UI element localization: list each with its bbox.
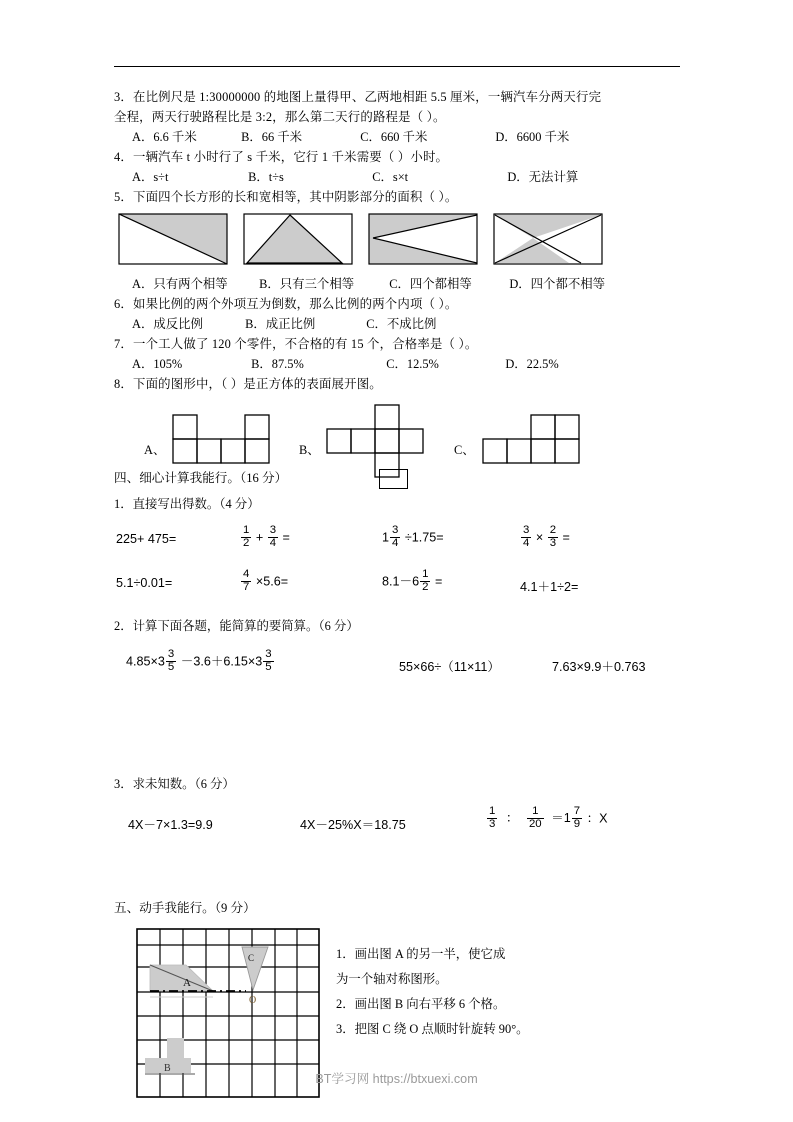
figure-c-label: C [248, 953, 255, 963]
fraction-three-fifths: $\frac{3}{5}$ [167, 647, 175, 674]
fraction-three-quarters-3: $\frac{3}{4}$ [523, 523, 530, 550]
calc-row-2 [114, 566, 704, 606]
calc-3-2: 55×66÷（11×11） [399, 660, 500, 674]
q3-option-d[interactable]: D．6600 千米 [495, 130, 570, 144]
cube-net-c [482, 414, 586, 474]
question-6-options [114, 315, 704, 335]
question-5-figures [114, 213, 704, 273]
fraction-one-half-2: $\frac{1}{2}$ [422, 567, 429, 594]
calc-4-1: 4X－7×1.3=9.9 [128, 818, 213, 832]
figure-rect-c [368, 213, 478, 265]
calc-row-3 [114, 644, 704, 688]
q7-option-c[interactable]: C．12.5% [386, 357, 439, 371]
figure-rect-b [243, 213, 353, 265]
net-label-a: A、 [144, 443, 166, 457]
fraction-two-thirds: $\frac{2}{3}$ [549, 523, 557, 550]
calc-row-1 [114, 522, 704, 562]
calc-2-1: 5.1÷0.01= [116, 576, 173, 590]
question-6-line1: 6．如果比例的两个外项互为倒数，那么比例的两个内项（ ）。 [114, 296, 458, 311]
calc-3-1 [126, 649, 275, 675]
q3-option-c[interactable]: C．660 千米 [360, 130, 428, 144]
expr-lead-1: 4.85×3 [126, 654, 165, 669]
section-5-tasks [336, 942, 666, 1042]
q5-option-a[interactable]: A．只有两个相等 [132, 277, 228, 291]
fraction-one-twentieth: $\frac{1}{20}$ [528, 804, 542, 831]
page-content [114, 88, 704, 1106]
question-8 [114, 375, 704, 395]
section-4-sub-2: 2．计算下面各题，能简算的要简算。（6 分） [114, 619, 359, 633]
calc-4-2: 4X－25%X＝18.75 [300, 818, 406, 832]
question-4-options [114, 168, 704, 188]
section-5-title: 五、动手我能行。（9 分） [114, 901, 256, 915]
section-4-sub-1: 1．直接写出得数。（4 分） [114, 497, 260, 511]
calc-2-4: 4.1＋1÷2= [520, 580, 579, 594]
fraction-one-half: $\frac{1}{2}$ [243, 523, 250, 550]
cube-net-a [172, 414, 276, 474]
q4-option-c[interactable]: C．s×t [372, 170, 409, 184]
question-6 [114, 295, 704, 315]
question-4-line1: 4．一辆汽车 t 小时行了 s 千米，它行 1 千米需要（ ）小时。 [114, 149, 449, 164]
figure-b-label: B [164, 1063, 171, 1074]
calc-3-3: 7.63×9.9＋0.763 [552, 660, 646, 674]
q3-option-b[interactable]: B．66 千米 [241, 130, 303, 144]
question-3-options [114, 128, 704, 148]
section-4-sub-3: 3．求未知数。（6 分） [114, 777, 235, 791]
q7-option-d[interactable]: D．22.5% [505, 357, 559, 371]
question-5 [114, 188, 704, 208]
equals-one-and: ＝1 [551, 811, 571, 826]
q7-option-a[interactable]: A．105% [132, 357, 183, 371]
task-2: 2．画出图 B 向右平移 6 个格。 [336, 997, 506, 1011]
q5-option-b[interactable]: B．只有三个相等 [259, 277, 355, 291]
point-o-label: O [249, 995, 257, 1006]
q6-option-c[interactable]: C．不成比例 [366, 317, 437, 331]
question-7-options [114, 355, 704, 375]
task-1-line1: 1．画出图 A 的另一半，使它成 [336, 947, 506, 961]
fraction-three-quarters: $\frac{3}{4}$ [269, 523, 277, 550]
equals-sign-2: = [562, 530, 570, 545]
calc-1-2 [240, 525, 290, 551]
q5-option-d[interactable]: D．四个都不相等 [509, 277, 606, 291]
figure-a-label: A [183, 977, 191, 989]
fraction-seven-ninths: $\frac{7}{9}$ [573, 804, 581, 831]
question-7-line1: 7．一个工人做了 120 个零件，不合格的有 15 个，合格率是（ ）。 [114, 336, 478, 351]
task-1-line2: 为一个轴对称图形。 [336, 972, 448, 986]
whole-number-1: 1 [382, 530, 390, 545]
task-3: 3．把图 C 绕 O 点顺时针旋转 90°。 [336, 1022, 529, 1036]
section-4-score-box [379, 469, 408, 489]
fraction-four-sevenths: $\frac{4}{7}$ [243, 567, 250, 594]
q6-option-b[interactable]: B．成正比例 [245, 317, 316, 331]
fraction-three-fifths-2: $\frac{3}{5}$ [265, 647, 272, 674]
question-5-line1: 5．下面四个长方形的长和宽相等，其中阴影部分的面积（ ）。 [114, 189, 458, 204]
q4-option-b[interactable]: B．t÷s [248, 170, 284, 184]
question-4 [114, 148, 704, 168]
equals-sign-1: = [282, 530, 290, 545]
calc-1-4 [520, 525, 570, 551]
calc-2-2 [240, 569, 288, 595]
expr-mid-1: －3.6＋6.15×3 [180, 654, 263, 669]
net-label-b: B、 [299, 443, 320, 457]
divide-1-75: ÷1.75= [404, 530, 444, 545]
q3-option-a[interactable]: A．6.6 千米 [132, 130, 197, 144]
question-3-line1: 3．在比例尺是 1:30000000 的地图上量得甲、乙两地相距 5.5 厘米，一辆汽车分两天行完 [114, 90, 602, 104]
times-operator: × [535, 530, 544, 545]
calc-row-4 [114, 802, 704, 846]
question-3-line2: 全程，两天行驶路程比是 3:2，那么第二天行的路程是（ ）。 [114, 109, 446, 124]
calc-1-1: 225+ 475= [116, 532, 177, 546]
calc-4-3 [486, 806, 608, 832]
q4-option-a[interactable]: A．s÷t [132, 170, 169, 184]
ratio-colon-x: ：X [586, 811, 608, 826]
q4-option-d[interactable]: D．无法计算 [507, 170, 579, 184]
header-divider [114, 66, 680, 67]
figure-rect-a [118, 213, 228, 265]
equals-sign-3: = [434, 574, 443, 589]
question-3 [114, 88, 704, 127]
figure-rect-d [493, 213, 603, 265]
net-label-c: C、 [454, 443, 475, 457]
section-4-title: 四、细心计算我能行。（16 分） [114, 471, 288, 485]
ratio-colon-1: ： [505, 811, 519, 826]
question-5-options [114, 275, 704, 295]
calc-2-3 [382, 569, 442, 595]
calc-1-3 [382, 525, 444, 551]
plus-operator: + [255, 530, 264, 545]
question-8-line1: 8．下面的图形中，（ ）是正方体的表面展开图。 [114, 376, 382, 391]
question-7 [114, 335, 704, 355]
fraction-three-quarters-2: $\frac{3}{4}$ [392, 523, 399, 550]
q5-option-c[interactable]: C．四个都相等 [389, 277, 472, 291]
footer-watermark: BT学习网 https://btxuexi.com [315, 1072, 478, 1086]
fraction-one-third: $\frac{1}{3}$ [489, 804, 496, 831]
minuend-8-1: 8.1－6 [382, 574, 420, 589]
q7-option-b[interactable]: B．87.5% [251, 357, 304, 371]
q6-option-a[interactable]: A．成反比例 [132, 317, 203, 331]
times-5-6: ×5.6= [255, 574, 289, 589]
question-8-figures [114, 402, 704, 468]
